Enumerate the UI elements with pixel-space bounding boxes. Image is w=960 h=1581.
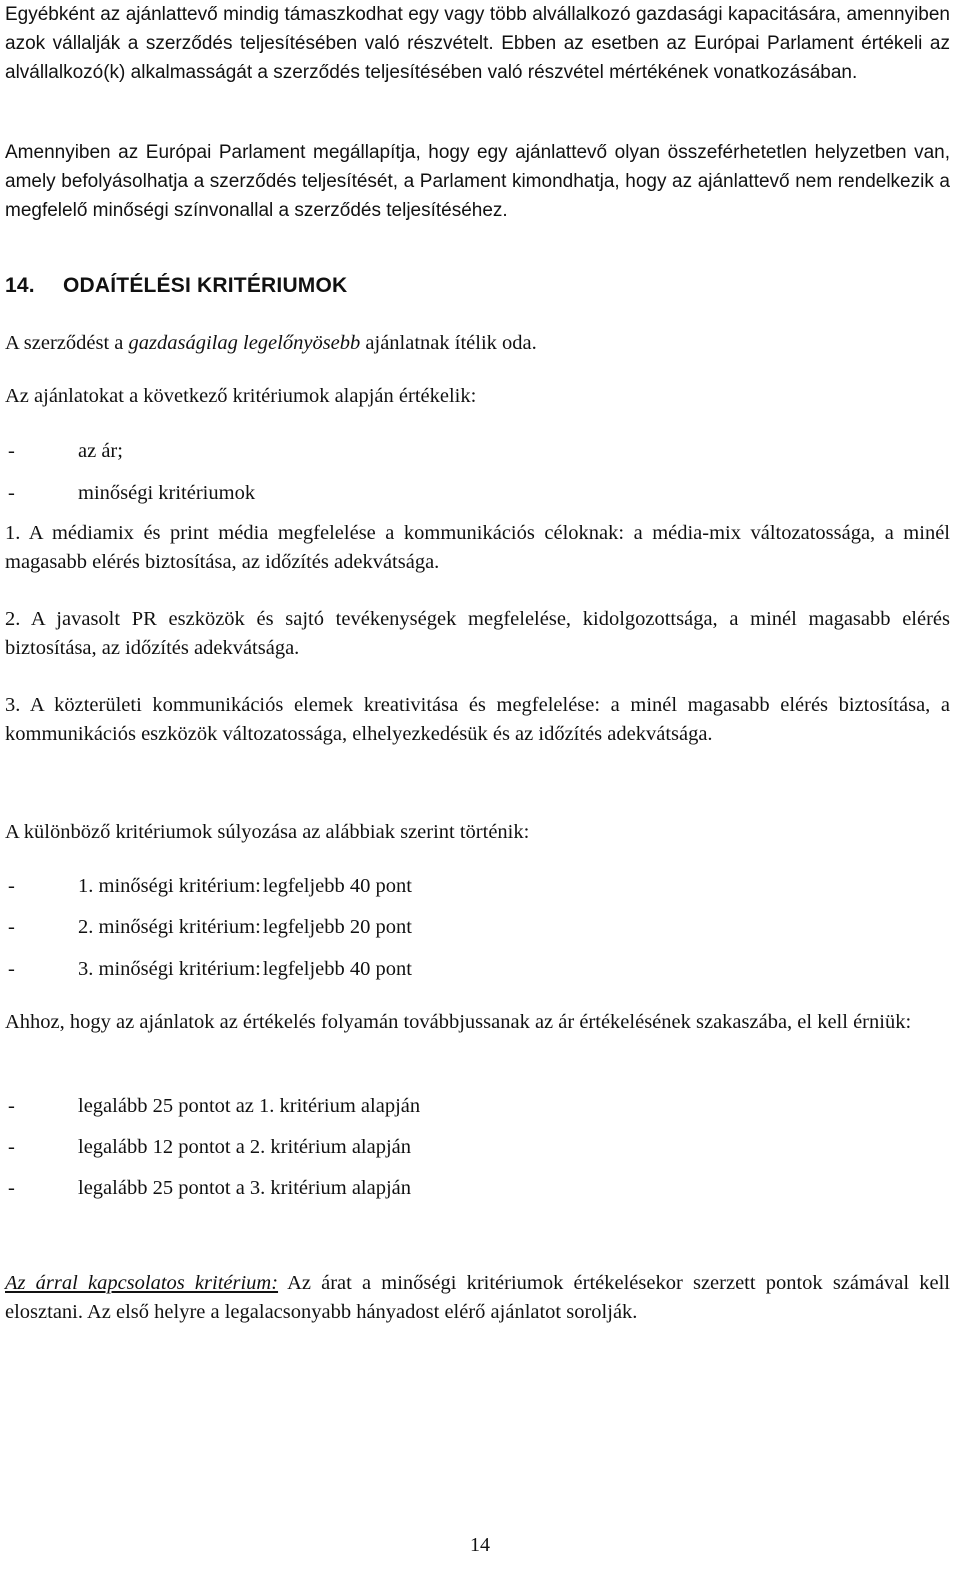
award-statement: A szerződést a gazdaságilag legelőnyösebb ajánlatnak ítélik oda. bbox=[5, 332, 537, 354]
criteria-intro: Az ajánlatokat a következő kritériumok alapján értékelik: bbox=[5, 385, 477, 407]
page-number: 14 bbox=[470, 1534, 490, 1556]
weighting-intro: A különböző kritériumok súlyozása az alábbiak szerint történik: bbox=[5, 821, 530, 843]
paragraph-conflict-of-interest: Amennyiben az Európai Parlament megállapítja, hogy egy ajánlattevő olyan összeférhetetlen helyzetben van, amely befolyásolhatja a szerződés teljesítését, a Parlament kimondhatja, hogy az ajánlattevő nem rendelkezik a megfelelő minőségi színvonallal a szerződés teljesítéséhez. bbox=[5, 142, 950, 221]
section-heading bbox=[5, 274, 347, 298]
price-criterion: Az árral kapcsolatos kritérium: Az árat a minőségi kritériumok értékelésekor szerzett pontok számával kell elosztani. Az első helyre a legalacsonyabb hányadost elérő ajánlatot sorolják. bbox=[5, 1272, 950, 1323]
paragraph-subcontractor-capacity: Egyébként az ajánlattevő mindig támaszkodhat egy vagy több alvállalkozó gazdasági kapacitására, amennyiben azok vállalják a szerződés teljesítésében való részvételt. Ebben az esetben az Európai Parlament értékeli az alvállalkozó(k) alkalmasságát a szerződés teljesítésében való részvétel mértékének vonatkozásában. bbox=[5, 4, 950, 83]
quality-criterion-2: 2. A javasolt PR eszközök és sajtó tevékenységek megfelelése, kidolgozottsága, a minél magasabb elérés biztosítása, az időzítés adekvátsága. bbox=[5, 608, 950, 659]
document-page: Egyébként az ajánlattevő mindig támaszkodhat egy vagy több alvállalkozó gazdasági kapacitására, amennyiben azok vállalják a szerződés teljesítésében való részvételt. Ebben az esetben az Európai Parlament értékeli az alvállalkozó(k) alkalmasságát a szerződés teljesítésében való részvétel mértékének vonatkozásában. Amennyiben az Európai Parlament megállapítja, hogy egy ajánlattevő olyan összeférhetetlen helyzetben van, amely befolyásolhatja a szerződés teljesítését, a Parlament kimondhatja, hogy az ajánlattevő nem rendelkezik a megfelelő minőségi színvonallal a szerződés teljesítéséhez. 14. ODAÍTÉLÉSI KRITÉRIUMOK A szerződést a gazdaságilag legelőnyösebb ajánlatnak ítélik oda. Az ajánlatokat a következő kritériumok alapján értékelik: - az ár; - minőségi kritériumok 1. A médiamix és print média megfelelése a kommunikációs céloknak: a média-mix változatossága, a minél magasabb elérés biztosítása, az időzítés adekvátsága. 2. A javasolt PR eszközök és sajtó tevékenységek megfelelése, kidolgozottsága, a minél magasabb elérés biztosítása, az időzítés adekvátsága. 3. A közterületi kommunikációs elemek kreativitása és megfelelése: a minél magasabb elérés biztosítása, a kommunikációs eszközök változatossága, elhelyezkedésük és az időzítés adekvátsága. A különböző kritériumok súlyozása az alábbiak szerint történik: - 1. minőségi kritérium:legfeljebb 40 pont - 2. minőségi kritérium:legfeljebb 20 pont - 3. minőségi kritérium:legfeljebb 40 pont Ahhoz, hogy az ajánlatok az értékelés folyamán továbbjussanak az ár értékelésének szakaszába, el kell érniük: - legalább 25 pontot az 1. kritérium alapján - legalább 12 pontot a 2. kritérium alapján - legalább 25 pontot a 3. kritérium alapján Az árral kapcsolatos kritérium: Az árat a minőségi kritériumok értékelésekor szerzett pontok számával kell elosztani. Az első helyre a legalacsonyabb hányadost elérő ajánlatot sorolják. 14 bbox=[0, 0, 960, 1581]
price-criterion-label: Az árral kapcsolatos kritérium: bbox=[5, 1272, 279, 1294]
quality-criterion-1: 1. A médiamix és print média megfelelése a kommunikációs céloknak: a média-mix változatossága, a minél magasabb elérés biztosítása, az időzítés adekvátsága. bbox=[5, 522, 950, 573]
award-criterion-emphasis: gazdaságilag legelőnyösebb bbox=[128, 332, 361, 354]
section-title: ODAÍTÉLÉSI KRITÉRIUMOK bbox=[63, 274, 348, 297]
section-number: 14. bbox=[5, 274, 35, 297]
threshold-intro: Ahhoz, hogy az ajánlatok az értékelés folyamán továbbjussanak az ár értékelésének szakaszába, el kell érniük: bbox=[5, 1011, 912, 1033]
quality-criterion-3: 3. A közterületi kommunikációs elemek kreativitása és megfelelése: a minél magasabb elérés biztosítása, a kommunikációs eszközök változatossága, elhelyezkedésük és az időzítés adekvátsága. bbox=[5, 694, 950, 745]
